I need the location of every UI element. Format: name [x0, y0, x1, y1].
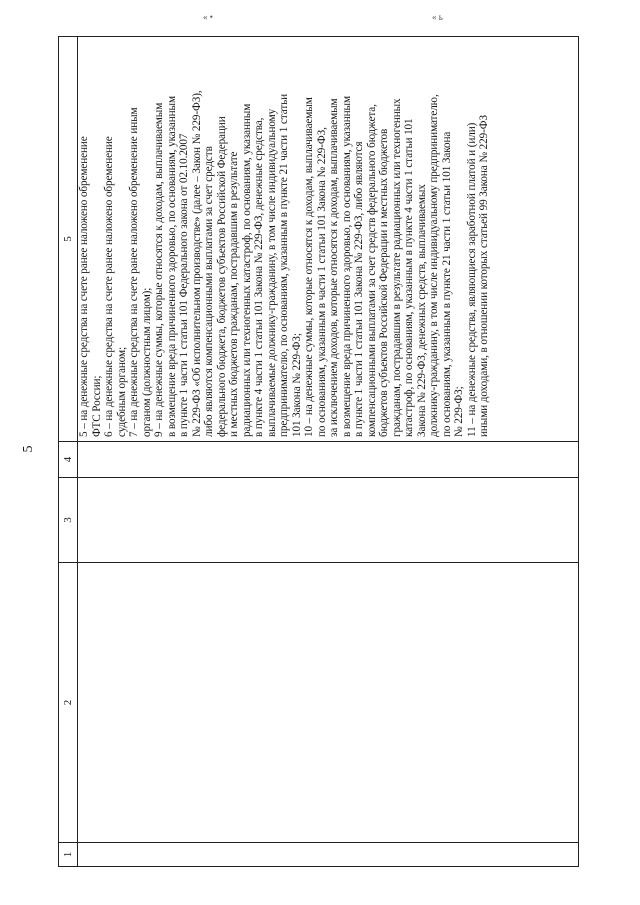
text-line: в пункте 1 части 1 статьи 101 Закона № 229-ФЗ, либо являются [353, 141, 365, 437]
text-line: № 229-ФЗ «Об исполнительном производстве» (далее – Закон № 229-ФЗ), [190, 90, 203, 437]
text-line: катастроф, по основаниям, указанным в пункте 4 части 1 статьи 101 [403, 118, 415, 437]
text-line: 7 – на денежные средства на счете ранее наложено обременение иным [128, 107, 140, 437]
text-line: предпринимателю, по основаниям, указанным в пункте 21 части 1 статьи [278, 93, 290, 437]
text-line: 10 – на денежные суммы, которые относятся к доходам, выплачиваемым [303, 97, 315, 437]
text-line: за исключением доходов, которые относятся к доходам, выплачиваемым [328, 98, 340, 437]
cell-col-3 [78, 478, 579, 563]
text-line: иными доходами, в отношении которых статьей 99 Закона № 229-ФЗ [478, 115, 490, 437]
text-line: и местных бюджетов гражданам, пострадавшим в результате [228, 151, 240, 437]
page-number: 5 [21, 445, 36, 453]
table-row [78, 37, 579, 867]
cell-col-5 [78, 37, 579, 442]
scan-mark: « • [203, 12, 213, 22]
text-line: в возмещение вреда причиненного здоровью, по основаниям, указанным [340, 96, 353, 437]
text-line: органом (должностным лицом); [140, 287, 153, 437]
text-line: 6 – на денежные средства на счете ранее наложено обременение [103, 136, 115, 437]
cell-col-4 [78, 442, 579, 478]
table-header-row [59, 37, 78, 867]
scan-mark: « ь [432, 12, 443, 22]
text-line: 9 – на денежные суммы, которые относятся к доходам, выплачиваемым [153, 102, 165, 437]
text-line: компенсационными выплатами за счет средств федерального бюджета, [365, 104, 378, 437]
text-line: ФТС России; [90, 375, 103, 437]
cell-col-2 [78, 563, 579, 843]
text-line: федерального бюджета, бюджетов субъектов Российской Федерации [215, 116, 228, 437]
text-line: либо являются компенсационными выплатами за счет средств [203, 146, 215, 437]
text-line: должнику-гражданину, в том числе индивидуальному предпринимателю, [428, 94, 440, 437]
text-line: бюджетов субъектов Российской Федерации и местных бюджетов [378, 128, 390, 437]
text-line: по основаниям, указанным в пункте 21 части 1 статьи 101 Закона [440, 131, 453, 437]
text-line: в пункте 1 части 1 статьи 101 Федерального закона от 02.10.2007 [178, 133, 190, 437]
text-line: № 229-ФЗ; [453, 386, 465, 437]
document-table [58, 36, 579, 867]
text-line: Закона № 229-ФЗ, денежных средств, выплачиваемых [415, 184, 428, 437]
text-line: радиационных или техногенных катастроф, по основаниям, указанным [240, 103, 253, 437]
column-header-4: 4 [59, 442, 78, 478]
text-line: по основаниям, указанным в части 1 статьи 101 Закона № 229-ФЗ, [315, 127, 328, 437]
cell-col-1 [78, 843, 579, 867]
rotated-table-container [58, 37, 578, 867]
text-line: судебным органом; [115, 346, 128, 437]
column-header-5: 5 [59, 37, 78, 442]
column-header-3: 3 [59, 478, 78, 563]
column-header-1: 1 [59, 843, 78, 867]
column-header-2: 2 [59, 563, 78, 843]
text-line: 101 Закона № 229-ФЗ; [290, 333, 303, 437]
text-line: гражданам, пострадавшим в результате радиационных или техногенных [390, 98, 403, 437]
text-line: в пункте 4 части 1 статьи 101 Закона № 229-ФЗ, денежные средства, [253, 117, 265, 437]
text-line: 5 – на денежные средства на счете ранее наложено обременение [78, 136, 90, 437]
text-line: 11 – на денежные средства, являющиеся заработной платой и (или) [465, 122, 478, 437]
text-line: выплачиваемые должнику-гражданину, в том числе индивидуальному [265, 108, 278, 437]
text-line: в возмещение вреда причиненного здоровью, по основаниям, указанным [165, 96, 178, 437]
